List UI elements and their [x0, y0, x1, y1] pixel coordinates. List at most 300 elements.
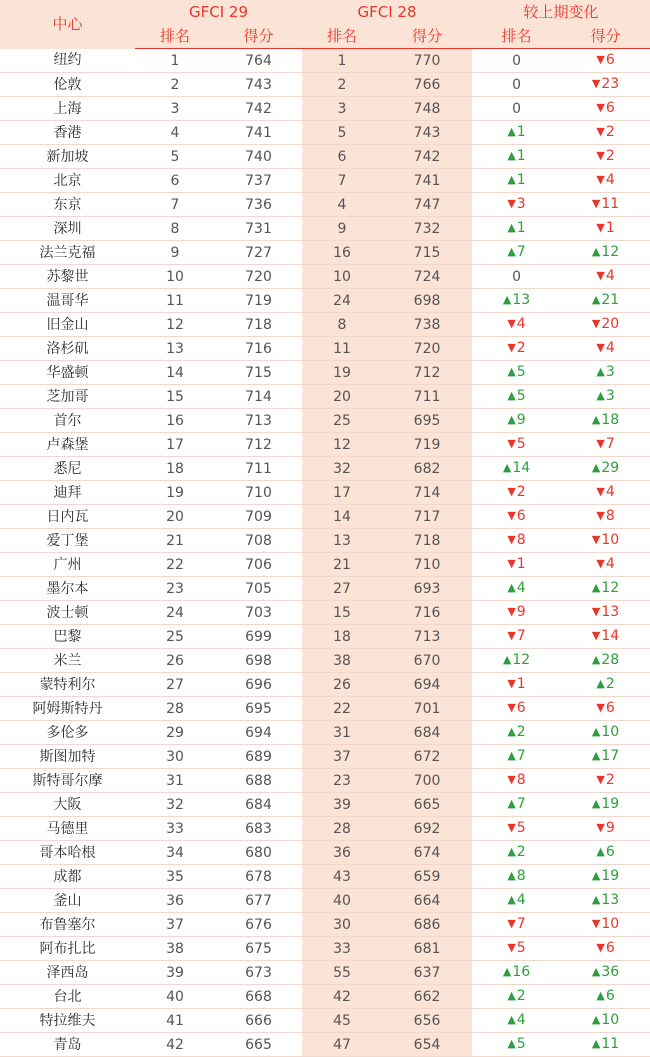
rank-change — [472, 649, 561, 673]
rank-gfci29: 20 — [135, 505, 215, 529]
score-change — [561, 577, 650, 601]
score-change — [561, 457, 650, 481]
city-name: 芝加哥 — [0, 385, 135, 409]
score-gfci29: 720 — [215, 265, 302, 289]
score-gfci29: 711 — [215, 457, 302, 481]
table-row — [0, 673, 650, 697]
rank-gfci28: 2 — [302, 73, 382, 97]
rank-change — [472, 745, 561, 769]
rank-gfci29: 6 — [135, 169, 215, 193]
score-gfci28: 710 — [382, 553, 472, 577]
rank-change-value: 5 — [516, 940, 526, 956]
city-name: 斯特哥尔摩 — [0, 769, 135, 793]
city-name: 苏黎世 — [0, 265, 135, 289]
triangle-up-icon: ▲ — [591, 581, 601, 594]
city-name: 新加坡 — [0, 145, 135, 169]
score-gfci28: 701 — [382, 697, 472, 721]
score-gfci28: 715 — [382, 241, 472, 265]
rank-change — [472, 73, 561, 97]
score-gfci28: 748 — [382, 97, 472, 121]
triangle-up-icon: ▲ — [507, 1013, 516, 1026]
score-gfci29: 665 — [215, 1033, 302, 1057]
score-change-value: 2 — [605, 772, 615, 788]
rank-change-value: 14 — [512, 460, 531, 476]
score-change-value: 6 — [605, 700, 615, 716]
table-row — [0, 649, 650, 673]
rank-gfci28: 47 — [302, 1033, 382, 1057]
score-change-value: 6 — [605, 988, 615, 1004]
score-gfci28: 716 — [382, 601, 472, 625]
score-gfci29: 718 — [215, 313, 302, 337]
rank-change — [472, 889, 561, 913]
score-change-value: 10 — [601, 1012, 620, 1028]
triangle-down-icon: ▼ — [507, 341, 516, 354]
rank-change — [472, 361, 561, 385]
table-row — [0, 457, 650, 481]
rank-change-value: 4 — [516, 1012, 526, 1028]
city-name: 北京 — [0, 169, 135, 193]
score-gfci29: 705 — [215, 577, 302, 601]
rank-gfci29: 22 — [135, 553, 215, 577]
score-gfci28: 654 — [382, 1033, 472, 1057]
table-row — [0, 793, 650, 817]
rank-gfci29: 11 — [135, 289, 215, 313]
header-city: 中心 — [0, 0, 135, 49]
score-change-value: 19 — [601, 796, 620, 812]
table-row — [0, 505, 650, 529]
score-change-value: 21 — [601, 292, 620, 308]
score-change — [561, 841, 650, 865]
rank-change — [472, 121, 561, 145]
table-row — [0, 745, 650, 769]
score-gfci29: 737 — [215, 169, 302, 193]
rank-change — [472, 1033, 561, 1057]
triangle-down-icon: ▼ — [596, 53, 605, 66]
rank-change-value: 1 — [516, 172, 526, 188]
triangle-up-icon: ▲ — [591, 1037, 601, 1050]
rank-gfci29: 29 — [135, 721, 215, 745]
rank-gfci29: 23 — [135, 577, 215, 601]
score-change — [561, 793, 650, 817]
triangle-up-icon: ▲ — [507, 845, 516, 858]
rank-gfci28: 15 — [302, 601, 382, 625]
rank-gfci28: 13 — [302, 529, 382, 553]
score-gfci29: 696 — [215, 673, 302, 697]
rank-change — [472, 505, 561, 529]
rank-gfci28: 9 — [302, 217, 382, 241]
score-gfci29: 712 — [215, 433, 302, 457]
triangle-down-icon: ▼ — [596, 821, 605, 834]
rank-change — [472, 217, 561, 241]
table-row — [0, 865, 650, 889]
city-name: 卢森堡 — [0, 433, 135, 457]
city-name: 广州 — [0, 553, 135, 577]
triangle-up-icon: ▲ — [596, 365, 605, 378]
rank-gfci28: 28 — [302, 817, 382, 841]
score-change — [561, 769, 650, 793]
score-change-value: 3 — [605, 388, 615, 404]
rank-change-value: 1 — [516, 148, 526, 164]
score-change-value: 3 — [605, 364, 615, 380]
triangle-down-icon: ▼ — [507, 509, 516, 522]
triangle-up-icon: ▲ — [591, 797, 601, 810]
score-gfci29: 698 — [215, 649, 302, 673]
score-gfci28: 659 — [382, 865, 472, 889]
triangle-down-icon: ▼ — [507, 533, 516, 546]
score-gfci29: 713 — [215, 409, 302, 433]
city-name: 特拉维夫 — [0, 1009, 135, 1033]
score-change — [561, 889, 650, 913]
triangle-down-icon: ▼ — [596, 269, 605, 282]
table-row — [0, 97, 650, 121]
rank-change — [472, 697, 561, 721]
rank-gfci28: 19 — [302, 361, 382, 385]
rank-gfci28: 10 — [302, 265, 382, 289]
table-row — [0, 601, 650, 625]
rank-gfci28: 37 — [302, 745, 382, 769]
header-gfci28: GFCI 28 — [302, 0, 472, 24]
rank-change-value: 8 — [516, 532, 526, 548]
table-body — [0, 49, 650, 1057]
table-row — [0, 913, 650, 937]
city-name: 斯图加特 — [0, 745, 135, 769]
score-change-value: 10 — [601, 724, 620, 740]
rank-gfci29: 36 — [135, 889, 215, 913]
triangle-down-icon: ▼ — [507, 773, 516, 786]
score-gfci29: 742 — [215, 97, 302, 121]
score-gfci28: 714 — [382, 481, 472, 505]
rank-change-value: 6 — [516, 508, 526, 524]
score-change-value: 4 — [605, 172, 615, 188]
rank-change-value: 5 — [516, 436, 526, 452]
score-gfci28: 700 — [382, 769, 472, 793]
score-gfci29: 673 — [215, 961, 302, 985]
rank-change-value: 2 — [516, 724, 526, 740]
score-gfci29: 708 — [215, 529, 302, 553]
table-row — [0, 385, 650, 409]
score-gfci28: 681 — [382, 937, 472, 961]
rank-gfci28: 43 — [302, 865, 382, 889]
rank-gfci28: 27 — [302, 577, 382, 601]
score-change — [561, 73, 650, 97]
score-change-value: 7 — [605, 436, 615, 452]
score-gfci29: 676 — [215, 913, 302, 937]
score-change-value: 1 — [605, 220, 615, 236]
score-change — [561, 937, 650, 961]
triangle-up-icon: ▲ — [591, 869, 601, 882]
score-change-value: 14 — [601, 628, 620, 644]
city-name: 东京 — [0, 193, 135, 217]
rank-gfci28: 30 — [302, 913, 382, 937]
rank-gfci28: 11 — [302, 337, 382, 361]
rank-gfci29: 2 — [135, 73, 215, 97]
score-gfci29: 716 — [215, 337, 302, 361]
rank-gfci29: 33 — [135, 817, 215, 841]
table-row — [0, 145, 650, 169]
score-gfci28: 712 — [382, 361, 472, 385]
rank-gfci28: 5 — [302, 121, 382, 145]
rank-change-value: 7 — [516, 244, 526, 260]
city-name: 布鲁塞尔 — [0, 913, 135, 937]
score-change-value: 2 — [605, 148, 615, 164]
rank-gfci28: 31 — [302, 721, 382, 745]
rank-gfci28: 20 — [302, 385, 382, 409]
score-gfci28: 686 — [382, 913, 472, 937]
score-gfci29: 715 — [215, 361, 302, 385]
rank-gfci28: 7 — [302, 169, 382, 193]
rank-change — [472, 937, 561, 961]
triangle-down-icon: ▼ — [596, 221, 605, 234]
triangle-up-icon: ▲ — [507, 173, 516, 186]
table-row — [0, 481, 650, 505]
triangle-down-icon: ▼ — [507, 197, 516, 210]
rank-change-value: 0 — [512, 52, 521, 69]
rank-gfci29: 30 — [135, 745, 215, 769]
score-change — [561, 817, 650, 841]
triangle-up-icon: ▲ — [502, 965, 512, 978]
score-change — [561, 553, 650, 577]
triangle-up-icon: ▲ — [507, 149, 516, 162]
city-name: 成都 — [0, 865, 135, 889]
triangle-up-icon: ▲ — [591, 749, 601, 762]
score-gfci29: 675 — [215, 937, 302, 961]
score-change-value: 6 — [605, 940, 615, 956]
score-change-value: 13 — [601, 892, 620, 908]
rank-gfci29: 7 — [135, 193, 215, 217]
rank-change-value: 7 — [516, 916, 526, 932]
table-row — [0, 289, 650, 313]
triangle-up-icon: ▲ — [596, 845, 605, 858]
score-change-value: 4 — [605, 556, 615, 572]
header-change: 较上期变化 — [472, 0, 650, 24]
rank-gfci29: 31 — [135, 769, 215, 793]
triangle-down-icon: ▼ — [507, 605, 516, 618]
score-gfci28: 672 — [382, 745, 472, 769]
table-row — [0, 217, 650, 241]
score-gfci29: 741 — [215, 121, 302, 145]
rank-change-value: 2 — [516, 988, 526, 1004]
table-row — [0, 73, 650, 97]
city-name: 上海 — [0, 97, 135, 121]
rank-change-value: 4 — [516, 892, 526, 908]
city-name: 首尔 — [0, 409, 135, 433]
triangle-up-icon: ▲ — [591, 725, 601, 738]
table-row — [0, 337, 650, 361]
rank-change-value: 5 — [516, 388, 526, 404]
triangle-up-icon: ▲ — [507, 1037, 516, 1050]
rank-gfci29: 4 — [135, 121, 215, 145]
score-gfci29: 678 — [215, 865, 302, 889]
score-gfci29: 688 — [215, 769, 302, 793]
score-gfci28: 692 — [382, 817, 472, 841]
table-row — [0, 961, 650, 985]
city-name: 爱丁堡 — [0, 529, 135, 553]
rank-change-value: 5 — [516, 1036, 526, 1052]
triangle-up-icon: ▲ — [596, 389, 605, 402]
score-change — [561, 409, 650, 433]
rank-change — [472, 793, 561, 817]
score-gfci28: 766 — [382, 73, 472, 97]
score-gfci28: 724 — [382, 265, 472, 289]
rank-change-value: 0 — [512, 100, 521, 117]
rank-gfci28: 22 — [302, 697, 382, 721]
rank-gfci29: 12 — [135, 313, 215, 337]
triangle-down-icon: ▼ — [507, 677, 516, 690]
rank-gfci28: 42 — [302, 985, 382, 1009]
triangle-up-icon: ▲ — [507, 725, 516, 738]
rank-gfci28: 55 — [302, 961, 382, 985]
rank-change — [472, 769, 561, 793]
triangle-up-icon: ▲ — [502, 293, 512, 306]
rank-change — [472, 961, 561, 985]
score-change-value: 6 — [605, 844, 615, 860]
triangle-up-icon: ▲ — [591, 965, 601, 978]
city-name: 阿姆斯特丹 — [0, 697, 135, 721]
rank-change-value: 6 — [516, 700, 526, 716]
score-gfci28: 665 — [382, 793, 472, 817]
rank-gfci28: 16 — [302, 241, 382, 265]
rank-change-value: 3 — [516, 196, 526, 212]
rank-change-value: 5 — [516, 820, 526, 836]
city-name: 泽西岛 — [0, 961, 135, 985]
header-score-28: 得分 — [382, 24, 472, 49]
score-gfci28: 656 — [382, 1009, 472, 1033]
triangle-up-icon: ▲ — [507, 221, 516, 234]
table-header — [0, 0, 650, 49]
score-change — [561, 97, 650, 121]
triangle-up-icon: ▲ — [502, 461, 512, 474]
score-change — [561, 169, 650, 193]
score-change — [561, 385, 650, 409]
triangle-down-icon: ▼ — [596, 773, 605, 786]
rank-change — [472, 529, 561, 553]
triangle-up-icon: ▲ — [591, 245, 601, 258]
triangle-up-icon: ▲ — [591, 461, 601, 474]
city-name: 法兰克福 — [0, 241, 135, 265]
score-gfci29: 684 — [215, 793, 302, 817]
score-change-value: 36 — [601, 964, 620, 980]
triangle-down-icon: ▼ — [596, 485, 605, 498]
table-row — [0, 169, 650, 193]
header-gfci29: GFCI 29 — [135, 0, 302, 24]
rank-gfci28: 8 — [302, 313, 382, 337]
score-gfci28: 684 — [382, 721, 472, 745]
triangle-up-icon: ▲ — [591, 413, 601, 426]
table-row — [0, 937, 650, 961]
rank-change — [472, 553, 561, 577]
score-change-value: 17 — [601, 748, 620, 764]
score-change — [561, 961, 650, 985]
rank-change — [472, 721, 561, 745]
rank-change — [472, 625, 561, 649]
triangle-up-icon: ▲ — [507, 389, 516, 402]
header-score-29: 得分 — [215, 24, 302, 49]
rank-gfci29: 19 — [135, 481, 215, 505]
triangle-down-icon: ▼ — [591, 77, 601, 90]
rank-change — [472, 457, 561, 481]
score-gfci29: 694 — [215, 721, 302, 745]
score-change — [561, 193, 650, 217]
triangle-down-icon: ▼ — [591, 197, 601, 210]
rank-change — [472, 601, 561, 625]
score-change — [561, 433, 650, 457]
rank-change — [472, 241, 561, 265]
triangle-up-icon: ▲ — [507, 413, 516, 426]
triangle-down-icon: ▼ — [596, 941, 605, 954]
score-change-value: 4 — [605, 340, 615, 356]
triangle-down-icon: ▼ — [591, 533, 601, 546]
triangle-up-icon: ▲ — [507, 989, 516, 1002]
score-gfci28: 718 — [382, 529, 472, 553]
table-row — [0, 721, 650, 745]
rank-gfci29: 1 — [135, 49, 215, 73]
city-name: 深圳 — [0, 217, 135, 241]
score-change-value: 2 — [605, 676, 615, 692]
rank-gfci29: 25 — [135, 625, 215, 649]
triangle-down-icon: ▼ — [596, 557, 605, 570]
rank-gfci29: 39 — [135, 961, 215, 985]
rank-change-value: 2 — [516, 484, 526, 500]
score-gfci29: 719 — [215, 289, 302, 313]
score-gfci28: 717 — [382, 505, 472, 529]
triangle-up-icon: ▲ — [591, 893, 601, 906]
rank-change — [472, 193, 561, 217]
rank-change-value: 9 — [516, 604, 526, 620]
rank-change-value: 0 — [512, 268, 521, 285]
score-change — [561, 673, 650, 697]
score-change-value: 6 — [605, 100, 615, 116]
rank-change-value: 7 — [516, 628, 526, 644]
city-name: 墨尔本 — [0, 577, 135, 601]
rank-change — [472, 817, 561, 841]
table-row — [0, 49, 650, 73]
triangle-down-icon: ▼ — [596, 149, 605, 162]
rank-change-value: 9 — [516, 412, 526, 428]
table-row — [0, 577, 650, 601]
score-change — [561, 1009, 650, 1033]
city-name: 巴黎 — [0, 625, 135, 649]
score-gfci28: 719 — [382, 433, 472, 457]
rank-change-value: 1 — [516, 676, 526, 692]
city-name: 日内瓦 — [0, 505, 135, 529]
score-change — [561, 361, 650, 385]
table-row — [0, 817, 650, 841]
triangle-up-icon: ▲ — [591, 293, 601, 306]
score-gfci29: 666 — [215, 1009, 302, 1033]
triangle-up-icon: ▲ — [507, 893, 516, 906]
table-row — [0, 193, 650, 217]
rank-gfci28: 6 — [302, 145, 382, 169]
score-gfci28: 664 — [382, 889, 472, 913]
score-change-value: 4 — [605, 268, 615, 284]
triangle-down-icon: ▼ — [507, 557, 516, 570]
city-name: 蒙特利尔 — [0, 673, 135, 697]
score-change — [561, 241, 650, 265]
city-name: 青岛 — [0, 1033, 135, 1057]
score-gfci29: 736 — [215, 193, 302, 217]
rank-change — [472, 337, 561, 361]
triangle-down-icon: ▼ — [591, 917, 601, 930]
header-rank-change: 排名 — [472, 24, 561, 49]
triangle-down-icon: ▼ — [591, 629, 601, 642]
rank-change-value: 4 — [516, 580, 526, 596]
score-change — [561, 649, 650, 673]
score-gfci28: 747 — [382, 193, 472, 217]
triangle-down-icon: ▼ — [507, 917, 516, 930]
score-change-value: 29 — [601, 460, 620, 476]
score-gfci28: 743 — [382, 121, 472, 145]
score-gfci29: 695 — [215, 697, 302, 721]
